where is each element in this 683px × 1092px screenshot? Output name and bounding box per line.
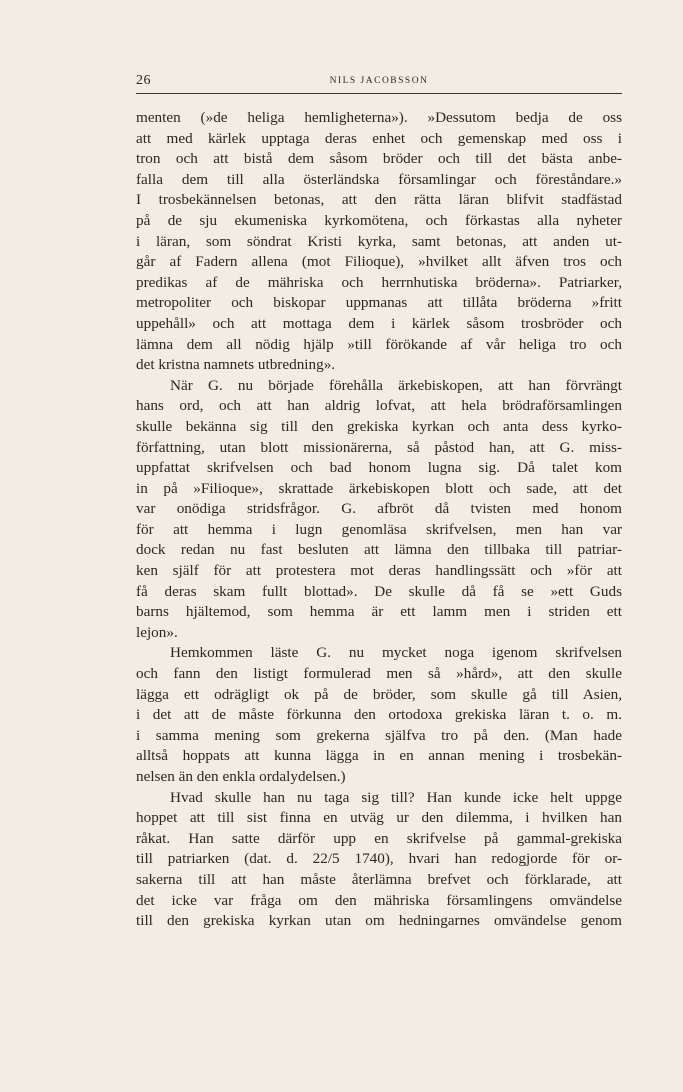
text-line: för att hemma i lugn genomläsa skrifvelsen, men han var — [136, 520, 622, 538]
text-line: lägga ett odrägligt ok på de bröder, som skulle gå till Asien, — [136, 685, 622, 703]
text-line: det kristna namnets utbredning». — [136, 356, 336, 374]
text-line: in på »Filioque», skrattade ärkebiskopen blott och sade, att det — [136, 479, 622, 497]
text-line: ken själf för att protestera mot deras handlingssätt och »för att — [136, 562, 622, 580]
text-line: på de sju ekumeniska kyrkomötena, och förkastas alla nyheter — [136, 211, 622, 229]
text-line: och fann den listigt formulerad men så »hård», att den skulle — [136, 665, 622, 683]
text-line: I trosbekännelsen betonas, att den rätta läran blifvit stadfästad — [136, 191, 622, 209]
running-head: NILS JACOBSSON — [329, 76, 429, 86]
text-line: alltså hoppats att kunna lägga in en annan mening i trosbekän- — [136, 747, 622, 765]
text-line: Hemkommen läste G. nu mycket noga igenom skrifvelsen — [170, 644, 622, 662]
text-line: lejon». — [136, 623, 178, 641]
text-line: tron och att bistå dem såsom bröder och till det bästa anbe- — [136, 150, 622, 168]
text-line: hans ord, och att han aldrig lofvat, att hela brödraförsamlingen — [136, 397, 622, 415]
text-line: skulle bekänna sig till den grekiska kyrkan och anta dess kyrko- — [136, 417, 622, 435]
text-line: i läran, som söndrat Kristi kyrka, samt betonas, att anden ut- — [136, 232, 622, 250]
text-line: i samma mening som grekerna själfva tro på den. (Man hade — [136, 726, 622, 744]
text-line: sakerna till att han måste återlämna brefvet och förklarade, att — [136, 870, 622, 888]
text-line: barns hjältemod, som hemma är ett lamm men i striden ett — [136, 603, 622, 621]
text-line: författning, utan blott missionärerna, så påstod han, att G. miss- — [136, 438, 622, 456]
text-line: uppehåll» och att mottaga dem i kärlek såsom trosbröder och — [136, 314, 622, 332]
text-line: menten (»de heliga hemligheterna»). »Dessutom bedja de oss — [136, 109, 622, 126]
text-line: nelsen än den enkla ordalydelsen.) — [136, 768, 346, 785]
text-line: När G. nu började förehålla ärkebiskopen, att han förvrängt — [170, 376, 622, 394]
text-line: dock redan nu fast besluten att lämna den tillbaka till patriar- — [136, 541, 622, 559]
text-line: Hvad skulle han nu taga sig till? Han kunde icke helt uppge — [170, 788, 622, 806]
text-line: det icke var fråga om den mähriska församlingens omvändelse — [136, 891, 622, 909]
page-header — [136, 73, 622, 94]
text-line: få deras skam fullt blottad». De skulle då få se »ett Guds — [136, 582, 622, 600]
text-line: lämna dem all nödig hjälp »till förökande af vår heliga tro och — [136, 335, 622, 353]
text-line: hoppet att till sist finna en utväg ur den dilemma, i hvilken han — [136, 809, 622, 827]
text-line: till den grekiska kyrkan utan om hedningarnes omvändelse genom — [136, 912, 622, 930]
text-line: går af Fadern allena (mot Filioque), »hvilket allt äfven tros och — [136, 253, 622, 271]
text-line: uppfattat skrifvelsen och bad honom lugna sig. Då talet kom — [136, 459, 622, 477]
text-line: att med kärlek upptaga deras enhet och gemenskap med oss i — [136, 129, 622, 147]
text-line: predikas af de mähriska och herrnhutiska bröderna». Patriarker, — [136, 273, 622, 291]
text-line: falla dem till alla österländska församlingar och föreståndare.» — [136, 170, 622, 188]
text-line: råkat. Han satte därför upp en skrifvelse på gammal-grekiska — [136, 829, 622, 847]
page-number: 26 — [136, 73, 151, 88]
body-text — [136, 108, 622, 932]
text-line: till patriarken (dat. d. 22/5 1740), hvari han redogjorde för or- — [136, 850, 622, 868]
text-line: metropoliter och biskopar uppmanas att tillåta bröderna »fritt — [136, 294, 622, 312]
text-line: i det att de måste förkunna den ortodoxa grekiska läran t. o. m. — [136, 706, 622, 724]
text-line: var onödiga stridsfrågor. G. afbröt då tvisten med honom — [136, 500, 622, 518]
